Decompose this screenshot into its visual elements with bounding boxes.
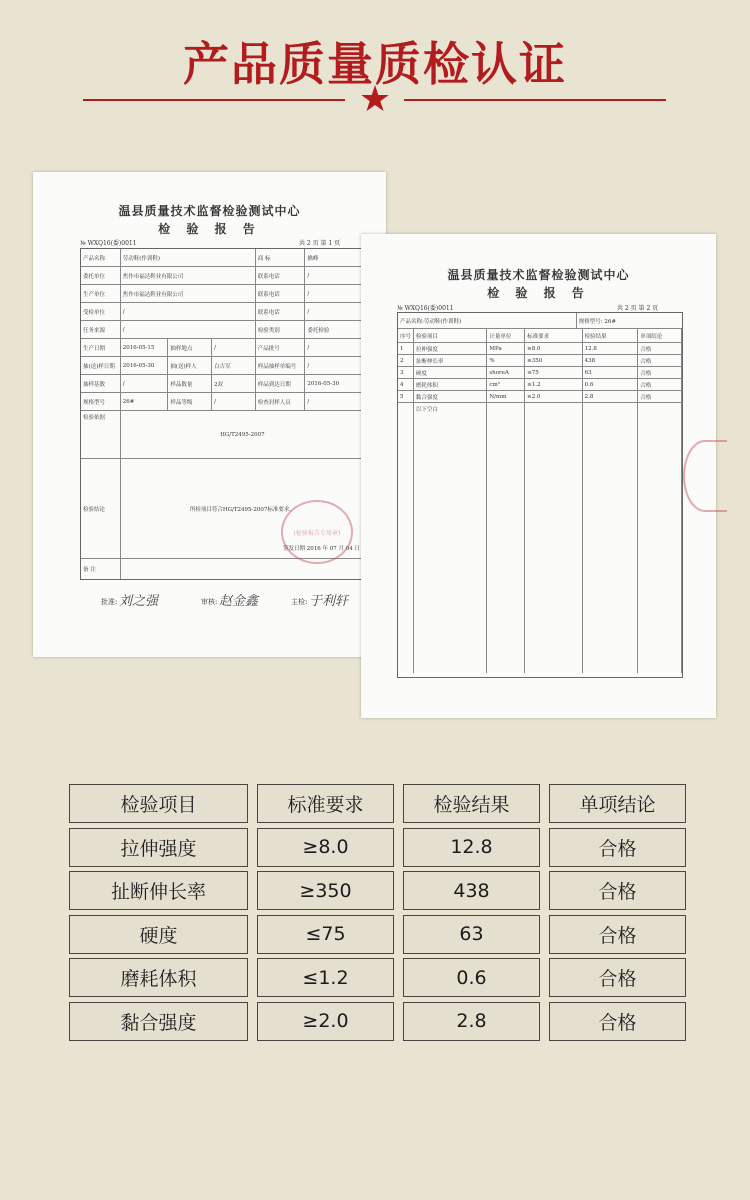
form-row — [81, 303, 365, 321]
form-row — [81, 249, 365, 267]
results-row — [398, 403, 682, 673]
basis-value: HG/T2495-2007 — [121, 411, 365, 458]
form-value: / — [305, 303, 365, 320]
report-org-name: 温县质量技术监督检验测试中心 — [447, 268, 630, 282]
form-label: 抽(送)样日期 — [81, 357, 121, 374]
form-label: 样品等级 — [168, 393, 212, 410]
inspection-stamp — [281, 500, 353, 564]
table-cell: 438 — [403, 871, 540, 910]
table-cell: ≤1.2 — [257, 958, 394, 997]
results-cell: cm³ — [487, 379, 525, 390]
results-cell: % — [487, 355, 525, 366]
product-name: 产品名称:劳动鞋(作训鞋) — [398, 313, 577, 328]
inspection-report-page-1 — [33, 172, 386, 657]
results-row — [398, 343, 682, 355]
results-cell: ≤75 — [525, 367, 583, 378]
form-label: 抽样地点 — [168, 339, 212, 356]
results-row — [398, 355, 682, 367]
form-label: 备 注 — [81, 559, 121, 579]
approver-signature: 刘之强 — [119, 594, 159, 609]
table-cell: 12.8 — [403, 828, 540, 867]
form-label: 检验依据 — [81, 411, 121, 458]
title-divider-right — [404, 99, 666, 101]
form-label: 样品到达日期 — [256, 375, 306, 392]
form-value: 焦作市福达鞋业有限公司 — [121, 285, 256, 302]
form-label: 商 标 — [256, 249, 306, 266]
form-row — [81, 339, 365, 357]
results-cell — [638, 403, 682, 673]
results-header-cell: 检验结果 — [583, 329, 639, 342]
report-doc-type: 检 验 报 告 — [158, 222, 261, 236]
results-cell: 扯断伸长率 — [414, 355, 487, 366]
form-label: 受检单位 — [81, 303, 121, 320]
report-doc-type: 检 验 报 告 — [487, 286, 590, 300]
tester-signature: 于利轩 — [309, 594, 349, 609]
table-cell: 合格 — [549, 1002, 686, 1041]
form-value: 2双 — [212, 375, 256, 392]
results-cell: MPa — [487, 343, 525, 354]
form-value: 2016-05-15 — [121, 339, 169, 356]
form-label: 检验结论 — [81, 459, 121, 558]
results-cell: 合格 — [638, 391, 682, 402]
form-row — [81, 411, 365, 459]
form-label: 联系电话 — [256, 285, 306, 302]
test-results-table — [69, 784, 686, 1041]
form-value: / — [121, 303, 256, 320]
results-header-cell: 检验项目 — [414, 329, 487, 342]
table-cell: 合格 — [549, 828, 686, 867]
report-page-number: 共 2 页 第 1 页 — [299, 240, 341, 247]
results-cell — [583, 403, 639, 673]
results-header-cell: 单项结论 — [638, 329, 682, 342]
form-row — [81, 285, 365, 303]
form-row — [81, 357, 365, 375]
results-cell: 4 — [398, 379, 414, 390]
page-title: 产品质量质检认证 — [183, 37, 567, 91]
results-cell: shoreA — [487, 367, 525, 378]
form-value: / — [212, 393, 256, 410]
table-cell: 扯断伸长率 — [69, 871, 248, 910]
results-header-cell: 序号 — [398, 329, 414, 342]
sign-date: 签发日期 2016 年 07 月 04 日 — [283, 546, 360, 552]
results-cell — [398, 403, 414, 673]
reviewer-label: 审核: — [201, 598, 218, 606]
table-cell: 拉伸强度 — [69, 828, 248, 867]
report-page-number: 共 2 页 第 2 页 — [617, 305, 659, 312]
results-cell: 黏合强度 — [414, 391, 487, 402]
form-label: 任务来源 — [81, 321, 121, 338]
results-cell — [525, 403, 583, 673]
form-value: / — [121, 321, 256, 338]
form-value: / — [305, 285, 365, 302]
form-value: 2016-05-30 — [305, 375, 365, 392]
form-value: / — [212, 339, 256, 356]
form-value: 白吉军 — [212, 357, 256, 374]
form-value: / — [305, 357, 365, 374]
report-serial: № WXQ16(委)0011 — [397, 305, 454, 312]
report-org-name: 温县质量技术监督检验测试中心 — [118, 204, 301, 218]
form-label: 生产单位 — [81, 285, 121, 302]
form-value: / — [305, 393, 365, 410]
results-cell: ≥350 — [525, 355, 583, 366]
results-header-cell: 标准要求 — [525, 329, 583, 342]
form-label: 检验类别 — [256, 321, 306, 338]
form-label: 产品名称 — [81, 249, 121, 266]
table-header-cell: 标准要求 — [257, 784, 394, 823]
results-cell: 438 — [583, 355, 639, 366]
form-label: 抽样基数 — [81, 375, 121, 392]
results-cell: 1 — [398, 343, 414, 354]
star-icon: ★ — [358, 79, 392, 120]
table-cell: 合格 — [549, 871, 686, 910]
form-label: 联系电话 — [256, 267, 306, 284]
table-cell: 磨耗体积 — [69, 958, 248, 997]
form-value: 委托检验 — [305, 321, 365, 338]
results-cell: 12.8 — [583, 343, 639, 354]
form-label: 生产日期 — [81, 339, 121, 356]
form-value: / — [305, 339, 365, 356]
table-cell: 63 — [403, 915, 540, 954]
form-row — [81, 267, 365, 285]
form-value: / — [305, 267, 365, 284]
form-label: 产品批号 — [256, 339, 306, 356]
results-cell: 硬度 — [414, 367, 487, 378]
inspection-report-page-2 — [361, 234, 716, 718]
table-cell: 合格 — [549, 958, 686, 997]
table-cell: ≥2.0 — [257, 1002, 394, 1041]
form-label: 委托单位 — [81, 267, 121, 284]
table-cell: ≥8.0 — [257, 828, 394, 867]
form-label: 样品抽样单编号 — [256, 357, 306, 374]
results-cell: 磨耗体积 — [414, 379, 487, 390]
table-cell: 硬度 — [69, 915, 248, 954]
form-row — [81, 393, 365, 411]
conclusion-value: 所检项目符合HG/T2495-2007标准要求。 — [189, 506, 295, 513]
results-cell: N/mm — [487, 391, 525, 402]
results-row — [398, 367, 682, 379]
results-cell: ≤1.2 — [525, 379, 583, 390]
form-value: 2016-05-30 — [121, 357, 169, 374]
table-cell: 0.6 — [403, 958, 540, 997]
product-row — [398, 313, 682, 329]
model-name: 规格型号: 26# — [578, 318, 616, 325]
form-label: 样品数量 — [168, 375, 212, 392]
results-cell: 合格 — [638, 379, 682, 390]
results-cell: 合格 — [638, 343, 682, 354]
form-value: 劳动鞋(作训鞋) — [121, 249, 256, 266]
results-cell: 5 — [398, 391, 414, 402]
results-row — [398, 391, 682, 403]
table-header-cell: 单项结论 — [549, 784, 686, 823]
blank-note: 以下空白 — [414, 403, 487, 673]
table-header-cell: 检验结果 — [403, 784, 540, 823]
table-cell: ≤75 — [257, 915, 394, 954]
form-row — [81, 375, 365, 393]
results-cell: 拉伸强度 — [414, 343, 487, 354]
table-cell: 2.8 — [403, 1002, 540, 1041]
form-label: 联系电话 — [256, 303, 306, 320]
report-serial: № WXQ16(委)0011 — [80, 240, 137, 247]
inspection-stamp — [683, 440, 727, 512]
results-cell: 2.8 — [583, 391, 639, 402]
table-cell: 合格 — [549, 915, 686, 954]
form-row — [81, 321, 365, 339]
results-cell: 3 — [398, 367, 414, 378]
form-value: 擒峰 — [305, 249, 365, 266]
results-cell: 合格 — [638, 355, 682, 366]
form-value: 26# — [121, 393, 169, 410]
stamp-note: (检验报告专用章) — [293, 529, 341, 537]
results-cell: 0.6 — [583, 379, 639, 390]
results-cell — [487, 403, 525, 673]
table-cell: 黏合强度 — [69, 1002, 248, 1041]
title-divider-left — [83, 99, 345, 101]
form-value: 焦作市福达鞋业有限公司 — [121, 267, 256, 284]
form-label: 抽(送)样人 — [168, 357, 212, 374]
results-cell: 合格 — [638, 367, 682, 378]
form-label: 检查封样人员 — [256, 393, 306, 410]
results-cell: 2 — [398, 355, 414, 366]
results-row — [398, 379, 682, 391]
table-cell: ≥350 — [257, 871, 394, 910]
results-cell: 63 — [583, 367, 639, 378]
tester-label: 主检: — [291, 598, 308, 606]
reviewer-signature: 赵金鑫 — [219, 594, 259, 609]
form-value: / — [121, 375, 169, 392]
results-cell: ≥8.0 — [525, 343, 583, 354]
approver-label: 批准: — [101, 598, 118, 606]
results-header-row — [398, 329, 682, 343]
form-label: 规格型号 — [81, 393, 121, 410]
results-header-cell: 计量单位 — [487, 329, 525, 342]
results-cell: ≥2.0 — [525, 391, 583, 402]
report-results-table — [397, 312, 683, 678]
table-header-cell: 检验项目 — [69, 784, 248, 823]
